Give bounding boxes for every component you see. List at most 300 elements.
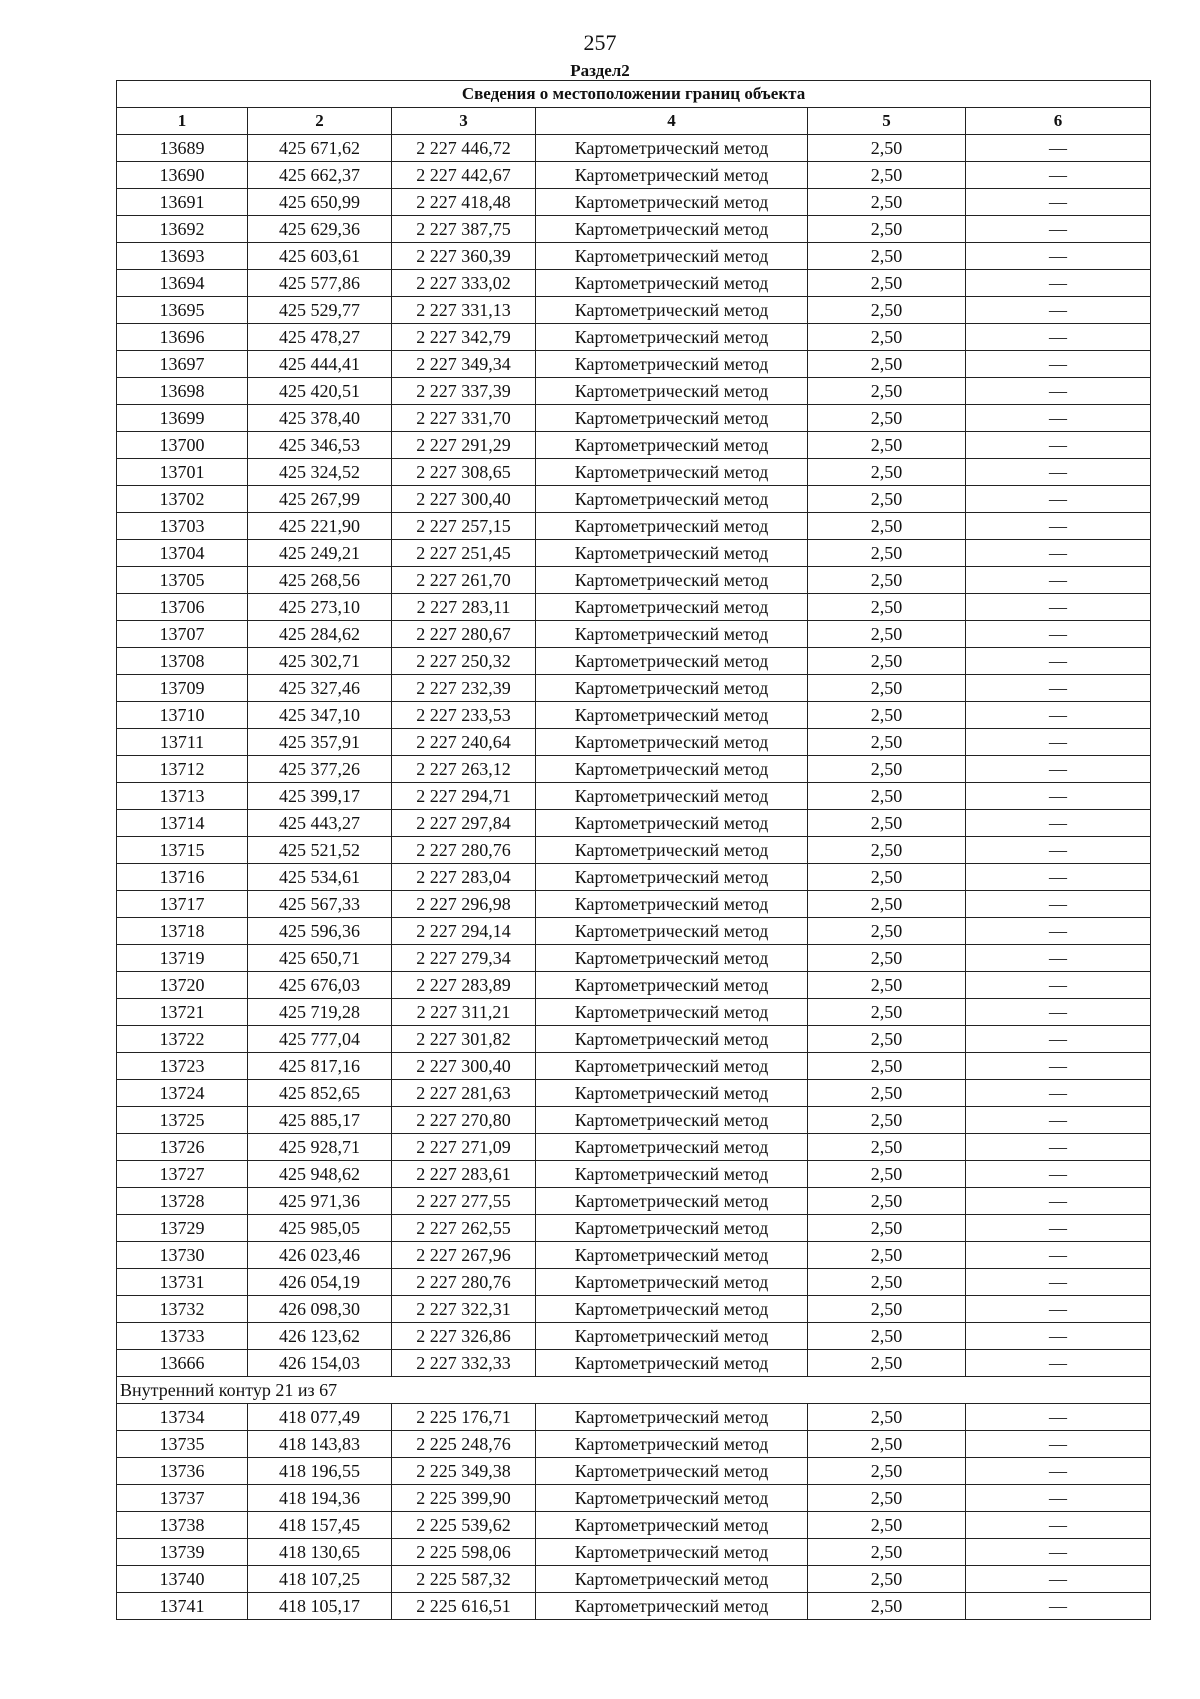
table-row <box>117 1080 1151 1107</box>
point-number-cell: 13734 <box>117 1404 248 1431</box>
table-row <box>117 1350 1151 1377</box>
description-cell: — <box>966 729 1151 756</box>
accuracy-cell: 2,50 <box>808 1242 966 1269</box>
accuracy-cell: 2,50 <box>808 1107 966 1134</box>
accuracy-cell: 2,50 <box>808 1134 966 1161</box>
x-coordinate-cell: 425 478,27 <box>248 324 392 351</box>
accuracy-cell: 2,50 <box>808 1593 966 1620</box>
accuracy-cell: 2,50 <box>808 621 966 648</box>
table-row <box>117 864 1151 891</box>
description-cell: — <box>966 1053 1151 1080</box>
method-cell: Картометрический метод <box>536 1485 808 1512</box>
x-coordinate-cell: 418 130,65 <box>248 1539 392 1566</box>
table-row <box>117 162 1151 189</box>
y-coordinate-cell: 2 227 342,79 <box>392 324 536 351</box>
y-coordinate-cell: 2 227 240,64 <box>392 729 536 756</box>
y-coordinate-cell: 2 227 331,70 <box>392 405 536 432</box>
table-row <box>117 729 1151 756</box>
x-coordinate-cell: 425 577,86 <box>248 270 392 297</box>
method-cell: Картометрический метод <box>536 432 808 459</box>
accuracy-cell: 2,50 <box>808 702 966 729</box>
x-coordinate-cell: 425 971,36 <box>248 1188 392 1215</box>
x-coordinate-cell: 425 284,62 <box>248 621 392 648</box>
point-number-cell: 13728 <box>117 1188 248 1215</box>
x-coordinate-cell: 425 444,41 <box>248 351 392 378</box>
method-cell: Картометрический метод <box>536 1134 808 1161</box>
x-coordinate-cell: 425 948,62 <box>248 1161 392 1188</box>
y-coordinate-cell: 2 225 616,51 <box>392 1593 536 1620</box>
x-coordinate-cell: 425 420,51 <box>248 378 392 405</box>
table-row <box>117 1485 1151 1512</box>
method-cell: Картометрический метод <box>536 216 808 243</box>
method-cell: Картометрический метод <box>536 810 808 837</box>
method-cell: Картометрический метод <box>536 1404 808 1431</box>
y-coordinate-cell: 2 225 176,71 <box>392 1404 536 1431</box>
table-row <box>117 1161 1151 1188</box>
description-cell: — <box>966 459 1151 486</box>
x-coordinate-cell: 425 817,16 <box>248 1053 392 1080</box>
y-coordinate-cell: 2 227 360,39 <box>392 243 536 270</box>
point-number-cell: 13709 <box>117 675 248 702</box>
x-coordinate-cell: 425 534,61 <box>248 864 392 891</box>
table-row <box>117 1107 1151 1134</box>
point-number-cell: 13693 <box>117 243 248 270</box>
table-row <box>117 378 1151 405</box>
y-coordinate-cell: 2 227 263,12 <box>392 756 536 783</box>
table-row <box>117 1242 1151 1269</box>
description-cell: — <box>966 675 1151 702</box>
y-coordinate-cell: 2 225 248,76 <box>392 1431 536 1458</box>
table-row <box>117 135 1151 162</box>
x-coordinate-cell: 425 777,04 <box>248 1026 392 1053</box>
x-coordinate-cell: 425 671,62 <box>248 135 392 162</box>
description-cell: — <box>966 864 1151 891</box>
y-coordinate-cell: 2 227 281,63 <box>392 1080 536 1107</box>
description-cell: — <box>966 1539 1151 1566</box>
y-coordinate-cell: 2 227 283,11 <box>392 594 536 621</box>
accuracy-cell: 2,50 <box>808 1512 966 1539</box>
x-coordinate-cell: 426 054,19 <box>248 1269 392 1296</box>
x-coordinate-cell: 418 105,17 <box>248 1593 392 1620</box>
point-number-cell: 13696 <box>117 324 248 351</box>
x-coordinate-cell: 426 154,03 <box>248 1350 392 1377</box>
y-coordinate-cell: 2 227 332,33 <box>392 1350 536 1377</box>
accuracy-cell: 2,50 <box>808 675 966 702</box>
description-cell: — <box>966 1296 1151 1323</box>
point-number-cell: 13706 <box>117 594 248 621</box>
description-cell: — <box>966 405 1151 432</box>
accuracy-cell: 2,50 <box>808 270 966 297</box>
method-cell: Картометрический метод <box>536 918 808 945</box>
table-row <box>117 540 1151 567</box>
point-number-cell: 13716 <box>117 864 248 891</box>
description-cell: — <box>966 1161 1151 1188</box>
description-cell: — <box>966 540 1151 567</box>
table-row <box>117 810 1151 837</box>
point-number-cell: 13720 <box>117 972 248 999</box>
point-number-cell: 13735 <box>117 1431 248 1458</box>
accuracy-cell: 2,50 <box>808 1350 966 1377</box>
point-number-cell: 13701 <box>117 459 248 486</box>
y-coordinate-cell: 2 227 337,39 <box>392 378 536 405</box>
x-coordinate-cell: 425 629,36 <box>248 216 392 243</box>
table-row <box>117 648 1151 675</box>
point-number-cell: 13729 <box>117 1215 248 1242</box>
x-coordinate-cell: 425 221,90 <box>248 513 392 540</box>
y-coordinate-cell: 2 227 261,70 <box>392 567 536 594</box>
accuracy-cell: 2,50 <box>808 1269 966 1296</box>
y-coordinate-cell: 2 227 418,48 <box>392 189 536 216</box>
accuracy-cell: 2,50 <box>808 594 966 621</box>
accuracy-cell: 2,50 <box>808 1026 966 1053</box>
method-cell: Картометрический метод <box>536 378 808 405</box>
table-row <box>117 783 1151 810</box>
table-row <box>117 513 1151 540</box>
column-header: 1 <box>117 108 248 135</box>
point-number-cell: 13727 <box>117 1161 248 1188</box>
y-coordinate-cell: 2 227 333,02 <box>392 270 536 297</box>
point-number-cell: 13692 <box>117 216 248 243</box>
method-cell: Картометрический метод <box>536 864 808 891</box>
method-cell: Картометрический метод <box>536 189 808 216</box>
accuracy-cell: 2,50 <box>808 1539 966 1566</box>
y-coordinate-cell: 2 227 301,82 <box>392 1026 536 1053</box>
boundary-coordinates-table <box>116 80 1151 1620</box>
point-number-cell: 13710 <box>117 702 248 729</box>
method-cell: Картометрический метод <box>536 594 808 621</box>
x-coordinate-cell: 425 852,65 <box>248 1080 392 1107</box>
description-cell: — <box>966 1080 1151 1107</box>
description-cell: — <box>966 1107 1151 1134</box>
table-row <box>117 1296 1151 1323</box>
point-number-cell: 13702 <box>117 486 248 513</box>
point-number-cell: 13737 <box>117 1485 248 1512</box>
point-number-cell: 13691 <box>117 189 248 216</box>
x-coordinate-cell: 425 327,46 <box>248 675 392 702</box>
x-coordinate-cell: 425 273,10 <box>248 594 392 621</box>
y-coordinate-cell: 2 225 598,06 <box>392 1539 536 1566</box>
x-coordinate-cell: 425 357,91 <box>248 729 392 756</box>
description-cell: — <box>966 1242 1151 1269</box>
method-cell: Картометрический метод <box>536 702 808 729</box>
table-row <box>117 486 1151 513</box>
y-coordinate-cell: 2 227 277,55 <box>392 1188 536 1215</box>
y-coordinate-cell: 2 227 296,98 <box>392 891 536 918</box>
accuracy-cell: 2,50 <box>808 729 966 756</box>
point-number-cell: 13721 <box>117 999 248 1026</box>
y-coordinate-cell: 2 227 387,75 <box>392 216 536 243</box>
y-coordinate-cell: 2 227 349,34 <box>392 351 536 378</box>
table-row <box>117 1134 1151 1161</box>
x-coordinate-cell: 418 107,25 <box>248 1566 392 1593</box>
point-number-cell: 13725 <box>117 1107 248 1134</box>
y-coordinate-cell: 2 227 291,29 <box>392 432 536 459</box>
description-cell: — <box>966 513 1151 540</box>
table-row <box>117 918 1151 945</box>
method-cell: Картометрический метод <box>536 1215 808 1242</box>
method-cell: Картометрический метод <box>536 1431 808 1458</box>
table-row <box>117 594 1151 621</box>
table-row <box>117 432 1151 459</box>
accuracy-cell: 2,50 <box>808 1053 966 1080</box>
table-row <box>117 675 1151 702</box>
table-row <box>117 702 1151 729</box>
point-number-cell: 13726 <box>117 1134 248 1161</box>
y-coordinate-cell: 2 227 446,72 <box>392 135 536 162</box>
method-cell: Картометрический метод <box>536 1512 808 1539</box>
point-number-cell: 13741 <box>117 1593 248 1620</box>
x-coordinate-cell: 425 985,05 <box>248 1215 392 1242</box>
table-row <box>117 891 1151 918</box>
point-number-cell: 13704 <box>117 540 248 567</box>
method-cell: Картометрический метод <box>536 1593 808 1620</box>
method-cell: Картометрический метод <box>536 1080 808 1107</box>
description-cell: — <box>966 1188 1151 1215</box>
point-number-cell: 13699 <box>117 405 248 432</box>
point-number-cell: 13666 <box>117 1350 248 1377</box>
y-coordinate-cell: 2 227 250,32 <box>392 648 536 675</box>
table-row <box>117 999 1151 1026</box>
accuracy-cell: 2,50 <box>808 1080 966 1107</box>
method-cell: Картометрический метод <box>536 945 808 972</box>
point-number-cell: 13723 <box>117 1053 248 1080</box>
inner-contour-points-group <box>117 1404 1151 1620</box>
table-row <box>117 1458 1151 1485</box>
table-row <box>117 1512 1151 1539</box>
point-number-cell: 13717 <box>117 891 248 918</box>
description-cell: — <box>966 270 1151 297</box>
method-cell: Картометрический метод <box>536 1323 808 1350</box>
accuracy-cell: 2,50 <box>808 1431 966 1458</box>
point-number-cell: 13695 <box>117 297 248 324</box>
description-cell: — <box>966 351 1151 378</box>
description-cell: — <box>966 432 1151 459</box>
method-cell: Картометрический метод <box>536 1107 808 1134</box>
x-coordinate-cell: 425 378,40 <box>248 405 392 432</box>
method-cell: Картометрический метод <box>536 621 808 648</box>
point-number-cell: 13736 <box>117 1458 248 1485</box>
table-row <box>117 945 1151 972</box>
description-cell: — <box>966 594 1151 621</box>
method-cell: Картометрический метод <box>536 1026 808 1053</box>
description-cell: — <box>966 162 1151 189</box>
description-cell: — <box>966 216 1151 243</box>
description-cell: — <box>966 648 1151 675</box>
method-cell: Картометрический метод <box>536 837 808 864</box>
y-coordinate-cell: 2 225 539,62 <box>392 1512 536 1539</box>
x-coordinate-cell: 426 098,30 <box>248 1296 392 1323</box>
accuracy-cell: 2,50 <box>808 972 966 999</box>
column-header: 4 <box>536 108 808 135</box>
x-coordinate-cell: 418 157,45 <box>248 1512 392 1539</box>
table-row <box>117 837 1151 864</box>
section-title: Раздел2 <box>570 61 630 80</box>
table-row <box>117 1215 1151 1242</box>
table-row <box>117 243 1151 270</box>
x-coordinate-cell: 425 885,17 <box>248 1107 392 1134</box>
method-cell: Картометрический метод <box>536 648 808 675</box>
y-coordinate-cell: 2 227 280,76 <box>392 837 536 864</box>
description-cell: — <box>966 1431 1151 1458</box>
point-number-cell: 13722 <box>117 1026 248 1053</box>
accuracy-cell: 2,50 <box>808 918 966 945</box>
x-coordinate-cell: 425 324,52 <box>248 459 392 486</box>
method-cell: Картометрический метод <box>536 729 808 756</box>
accuracy-cell: 2,50 <box>808 135 966 162</box>
description-cell: — <box>966 189 1151 216</box>
column-header: 5 <box>808 108 966 135</box>
point-number-cell: 13689 <box>117 135 248 162</box>
description-cell: — <box>966 783 1151 810</box>
accuracy-cell: 2,50 <box>808 864 966 891</box>
accuracy-cell: 2,50 <box>808 1566 966 1593</box>
y-coordinate-cell: 2 227 262,55 <box>392 1215 536 1242</box>
y-coordinate-cell: 2 227 294,71 <box>392 783 536 810</box>
accuracy-cell: 2,50 <box>808 648 966 675</box>
accuracy-cell: 2,50 <box>808 756 966 783</box>
x-coordinate-cell: 425 650,71 <box>248 945 392 972</box>
x-coordinate-cell: 425 567,33 <box>248 891 392 918</box>
description-cell: — <box>966 837 1151 864</box>
point-number-cell: 13712 <box>117 756 248 783</box>
method-cell: Картометрический метод <box>536 1161 808 1188</box>
description-cell: — <box>966 243 1151 270</box>
table-row <box>117 189 1151 216</box>
y-coordinate-cell: 2 227 232,39 <box>392 675 536 702</box>
point-number-cell: 13732 <box>117 1296 248 1323</box>
point-number-cell: 13707 <box>117 621 248 648</box>
table-row <box>117 1404 1151 1431</box>
table-row <box>117 216 1151 243</box>
x-coordinate-cell: 425 399,17 <box>248 783 392 810</box>
method-cell: Картометрический метод <box>536 405 808 432</box>
description-cell: — <box>966 486 1151 513</box>
method-cell: Картометрический метод <box>536 1566 808 1593</box>
table-row <box>117 1026 1151 1053</box>
method-cell: Картометрический метод <box>536 324 808 351</box>
x-coordinate-cell: 425 529,77 <box>248 297 392 324</box>
x-coordinate-cell: 425 347,10 <box>248 702 392 729</box>
x-coordinate-cell: 425 662,37 <box>248 162 392 189</box>
y-coordinate-cell: 2 227 283,61 <box>392 1161 536 1188</box>
description-cell: — <box>966 945 1151 972</box>
accuracy-cell: 2,50 <box>808 162 966 189</box>
point-number-cell: 13705 <box>117 567 248 594</box>
point-number-cell: 13730 <box>117 1242 248 1269</box>
x-coordinate-cell: 425 928,71 <box>248 1134 392 1161</box>
accuracy-cell: 2,50 <box>808 189 966 216</box>
table-row <box>117 1566 1151 1593</box>
point-number-cell: 13738 <box>117 1512 248 1539</box>
table-row <box>117 1269 1151 1296</box>
point-number-cell: 13718 <box>117 918 248 945</box>
description-cell: — <box>966 1269 1151 1296</box>
description-cell: — <box>966 972 1151 999</box>
accuracy-cell: 2,50 <box>808 810 966 837</box>
x-coordinate-cell: 418 077,49 <box>248 1404 392 1431</box>
x-coordinate-cell: 425 596,36 <box>248 918 392 945</box>
point-number-cell: 13690 <box>117 162 248 189</box>
method-cell: Картометрический метод <box>536 351 808 378</box>
description-cell: — <box>966 702 1151 729</box>
point-number-cell: 13697 <box>117 351 248 378</box>
accuracy-cell: 2,50 <box>808 783 966 810</box>
description-cell: — <box>966 378 1151 405</box>
y-coordinate-cell: 2 227 297,84 <box>392 810 536 837</box>
y-coordinate-cell: 2 225 587,32 <box>392 1566 536 1593</box>
method-cell: Картометрический метод <box>536 999 808 1026</box>
accuracy-cell: 2,50 <box>808 1215 966 1242</box>
description-cell: — <box>966 1512 1151 1539</box>
description-cell: — <box>966 1215 1151 1242</box>
description-cell: — <box>966 1323 1151 1350</box>
table-row <box>117 324 1151 351</box>
accuracy-cell: 2,50 <box>808 243 966 270</box>
y-coordinate-cell: 2 227 251,45 <box>392 540 536 567</box>
x-coordinate-cell: 425 521,52 <box>248 837 392 864</box>
description-cell: — <box>966 756 1151 783</box>
y-coordinate-cell: 2 227 300,40 <box>392 486 536 513</box>
accuracy-cell: 2,50 <box>808 216 966 243</box>
contour-label-group <box>117 1377 1151 1404</box>
description-cell: — <box>966 1593 1151 1620</box>
accuracy-cell: 2,50 <box>808 1323 966 1350</box>
table-row <box>117 297 1151 324</box>
contour-points-group <box>117 135 1151 1377</box>
description-cell: — <box>966 324 1151 351</box>
column-header: 2 <box>248 108 392 135</box>
method-cell: Картометрический метод <box>536 972 808 999</box>
table-row <box>117 621 1151 648</box>
x-coordinate-cell: 425 603,61 <box>248 243 392 270</box>
y-coordinate-cell: 2 227 257,15 <box>392 513 536 540</box>
method-cell: Картометрический метод <box>536 162 808 189</box>
y-coordinate-cell: 2 227 322,31 <box>392 1296 536 1323</box>
accuracy-cell: 2,50 <box>808 405 966 432</box>
point-number-cell: 13731 <box>117 1269 248 1296</box>
x-coordinate-cell: 425 676,03 <box>248 972 392 999</box>
method-cell: Картометрический метод <box>536 540 808 567</box>
table-row <box>117 1188 1151 1215</box>
point-number-cell: 13739 <box>117 1539 248 1566</box>
method-cell: Картометрический метод <box>536 756 808 783</box>
y-coordinate-cell: 2 227 271,09 <box>392 1134 536 1161</box>
y-coordinate-cell: 2 227 308,65 <box>392 459 536 486</box>
y-coordinate-cell: 2 225 399,90 <box>392 1485 536 1512</box>
table-row <box>117 1431 1151 1458</box>
contour-label-row <box>117 1377 1151 1404</box>
table-row <box>117 756 1151 783</box>
y-coordinate-cell: 2 227 267,96 <box>392 1242 536 1269</box>
x-coordinate-cell: 418 143,83 <box>248 1431 392 1458</box>
table-row <box>117 270 1151 297</box>
y-coordinate-cell: 2 227 280,67 <box>392 621 536 648</box>
y-coordinate-cell: 2 227 294,14 <box>392 918 536 945</box>
description-cell: — <box>966 891 1151 918</box>
x-coordinate-cell: 425 267,99 <box>248 486 392 513</box>
table-row <box>117 1053 1151 1080</box>
x-coordinate-cell: 425 249,21 <box>248 540 392 567</box>
accuracy-cell: 2,50 <box>808 486 966 513</box>
accuracy-cell: 2,50 <box>808 459 966 486</box>
point-number-cell: 13694 <box>117 270 248 297</box>
accuracy-cell: 2,50 <box>808 378 966 405</box>
method-cell: Картометрический метод <box>536 1242 808 1269</box>
y-coordinate-cell: 2 227 270,80 <box>392 1107 536 1134</box>
y-coordinate-cell: 2 227 283,89 <box>392 972 536 999</box>
method-cell: Картометрический метод <box>536 1350 808 1377</box>
method-cell: Картометрический метод <box>536 567 808 594</box>
